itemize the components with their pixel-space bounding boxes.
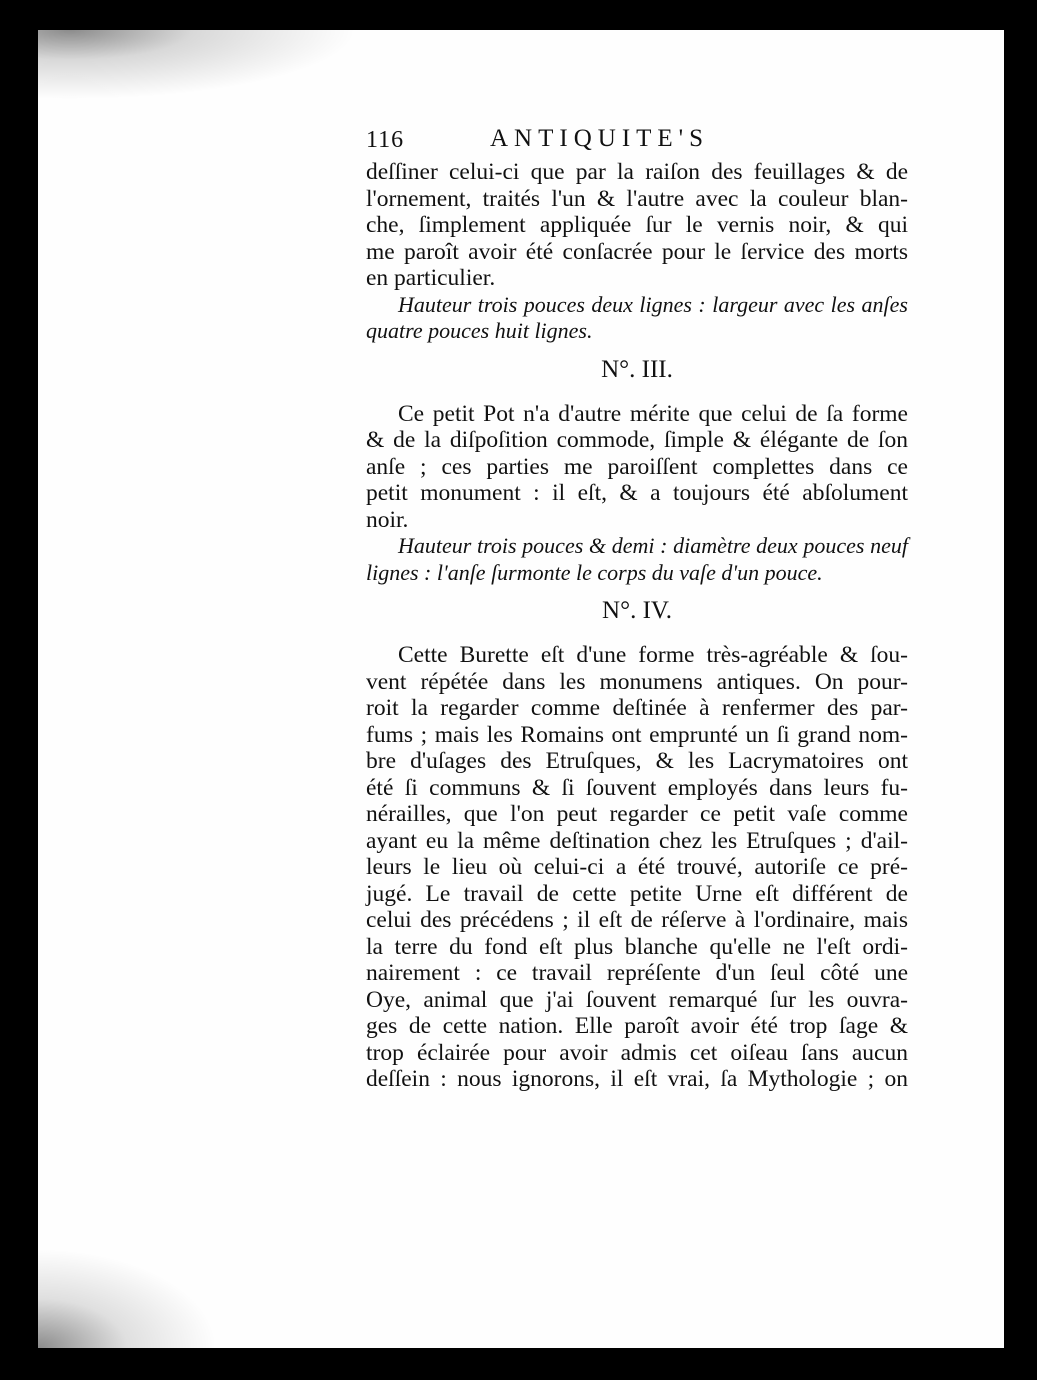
page-scan — [38, 30, 1004, 1348]
text-line: jugé. Le travail de cette petite Urne eſt différent de — [366, 880, 908, 907]
text-line: & de la diſpoſition commode, ſimple & élégante de ſon — [366, 427, 908, 453]
text-block — [366, 125, 908, 1093]
text-line: bre d'uſages des Etruſques, & les Lacrymatoires ont — [366, 748, 908, 774]
text-line: été ſi communs & ſi ſouvent employés dans leurs fu- — [366, 774, 908, 801]
page-header — [366, 125, 908, 159]
text-line: ayant eu la même deſtination chez les Etruſques ; d'ail- — [366, 827, 908, 854]
text-line: la terre du fond eſt plus blanche qu'elle ne l'eſt ordi- — [366, 933, 908, 960]
text-line: trop éclairée pour avoir admis cet oiſeau ſans aucun — [366, 1039, 908, 1066]
text-line: leurs le lieu où celui-ci a été trouvé, autoriſe ce pré- — [366, 854, 908, 880]
page-number: 116 — [366, 127, 405, 153]
text-line: roit la regarder comme deſtinée à renfermer des par- — [366, 695, 908, 721]
text-line: nérailles, que l'on peut regarder ce petit vaſe comme — [366, 801, 908, 827]
text-line: vent répétée dans les monumens antiques. On pour- — [366, 668, 908, 695]
text-line: fums ; mais les Romains ont emprunté un ſi grand nom- — [366, 721, 908, 748]
text-line: Ce petit Pot n'a d'autre mérite que celui de ſa forme — [398, 400, 908, 427]
text-line: anſe ; ces parties me paroiſſent complettes dans ce — [366, 453, 908, 480]
dimension-line: quatre pouces huit lignes. — [366, 318, 593, 343]
text-line: ges de cette nation. Elle paroît avoir été trop ſage & — [366, 1013, 908, 1039]
running-title: ANTIQUITE'S — [490, 125, 710, 152]
paragraph-1 — [366, 159, 908, 292]
text-line: Oye, animal que j'ai ſouvent remarqué ſur les ouvra- — [366, 986, 908, 1013]
scan-shadow-top — [38, 30, 358, 100]
dimension-line: lignes : l'anſe ſurmonte le corps du vaſe d'un pouce. — [366, 559, 823, 585]
scan-shadow-bottom — [38, 1248, 218, 1348]
section-heading-4: N°. IV. — [602, 597, 672, 624]
text-line: Cette Burette eſt d'une forme très-agréable & ſou- — [398, 642, 908, 668]
paragraph-2 — [366, 401, 908, 534]
text-line: celui des précédens ; il eſt de réſerve à l'ordinaire, mais — [366, 907, 908, 933]
text-line: en particulier. — [366, 265, 496, 291]
text-line: noir. — [366, 506, 409, 533]
text-line: me paroît avoir été conſacrée pour le ſervice des morts — [366, 238, 908, 265]
dimensions-1 — [366, 292, 908, 345]
dimension-line: Hauteur trois pouces & demi : diamètre deux pouces neuf — [398, 533, 908, 558]
section-heading-3: N°. III. — [601, 355, 673, 383]
text-line: deſſiner celui-ci que par la raiſon des feuillages & de — [366, 159, 908, 185]
dimension-line: Hauteur trois pouces deux lignes : largeur avec les anſes — [398, 291, 908, 317]
text-line: petit monument : il eſt, & a toujours été abſolument — [366, 480, 908, 506]
dimensions-2 — [366, 533, 908, 586]
text-line: nairement : ce travail repréſente d'un ſeul côté une — [366, 960, 908, 986]
paragraph-3 — [366, 642, 908, 1093]
text-line: che, ſimplement appliquée ſur le vernis noir, & qui — [366, 212, 908, 238]
text-line: deſſein : nous ignorons, il eſt vrai, ſa Mythologie ; on — [366, 1066, 908, 1092]
text-line: l'ornement, traités l'un & l'autre avec la couleur blan- — [366, 185, 908, 212]
